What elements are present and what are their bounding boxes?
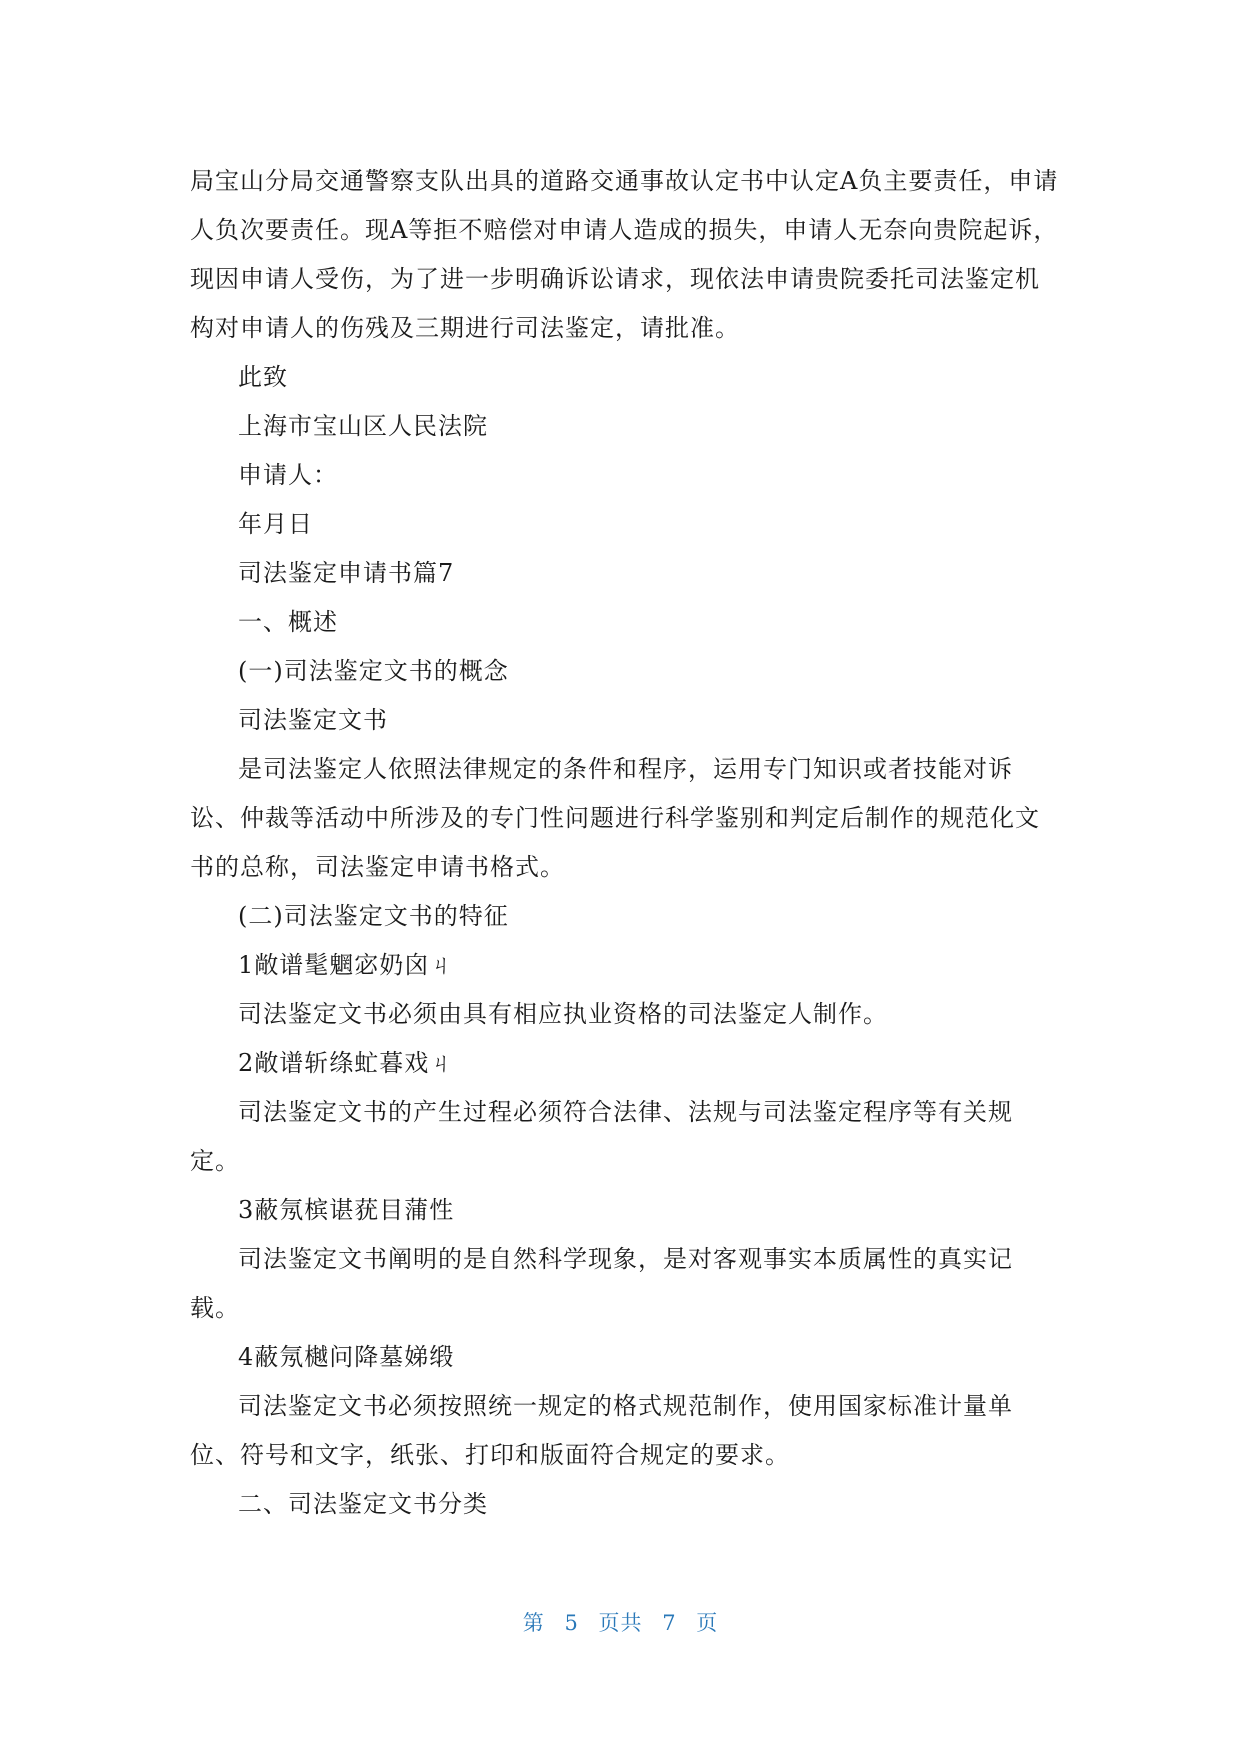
- footer-total-pages: 7: [662, 1611, 677, 1635]
- list-item-heading: 4蔽氖樾问降墓娣缎: [238, 1343, 455, 1371]
- footer-middle: 页共: [598, 1611, 643, 1635]
- paragraph: 是司法鉴定人依照法律规定的条件和程序，运用专门知识或者技能对诉讼、仲裁等活动中所涉及的专门性问题进行科学鉴别和判定后制作的规范化文书的总称，司法鉴定申请书格式。: [190, 755, 1040, 881]
- paragraph: 年月日: [238, 510, 313, 538]
- section-heading: 司法鉴定申请书篇7: [238, 559, 455, 587]
- list-item-heading: 1敞谱髦魍宓奶囟ㄐ: [238, 951, 455, 979]
- footer-prefix: 第: [522, 1611, 545, 1635]
- footer-suffix: 页: [696, 1611, 719, 1635]
- paragraph: 申请人：: [238, 461, 338, 489]
- subsection-heading: (二)司法鉴定文书的特征: [238, 902, 509, 930]
- footer-current-page: 5: [564, 1611, 579, 1635]
- list-item-heading: 2敞谱斩绦虻暮戏ㄐ: [238, 1049, 455, 1077]
- section-heading: 二、司法鉴定文书分类: [238, 1490, 488, 1518]
- paragraph: 局宝山分局交通警察支队出具的道路交通事故认定书中认定A负主要责任，申请人负次要责任。现A等拒不赔偿对申请人造成的损失，申请人无奈向贵院起诉，现因申请人受伤，为了进一步明确诉讼请求，现依法申请贵院委托司法鉴定机构对申请人的伤残及三期进行司法鉴定，请批准。: [190, 167, 1059, 342]
- paragraph: 司法鉴定文书阐明的是自然科学现象，是对客观事实本质属性的真实记载。: [190, 1245, 1013, 1322]
- list-item-heading: 3蔽氖槟谌莸目蒲性: [238, 1196, 455, 1224]
- paragraph: 司法鉴定文书: [238, 706, 388, 734]
- page-footer: [0, 1607, 1241, 1637]
- paragraph: 司法鉴定文书必须由具有相应执业资格的司法鉴定人制作。: [238, 1000, 888, 1028]
- paragraph: 上海市宝山区人民法院: [238, 412, 488, 440]
- paragraph: 司法鉴定文书必须按照统一规定的格式规范制作，使用国家标准计量单位、符号和文字，纸张、打印和版面符合规定的要求。: [190, 1392, 1013, 1469]
- paragraph: 司法鉴定文书的产生过程必须符合法律、法规与司法鉴定程序等有关规定。: [190, 1098, 1013, 1175]
- subsection-heading: (一)司法鉴定文书的概念: [238, 657, 509, 685]
- document-body: [190, 157, 1060, 1529]
- section-heading: 一、概述: [238, 608, 338, 636]
- paragraph: 此致: [238, 363, 288, 391]
